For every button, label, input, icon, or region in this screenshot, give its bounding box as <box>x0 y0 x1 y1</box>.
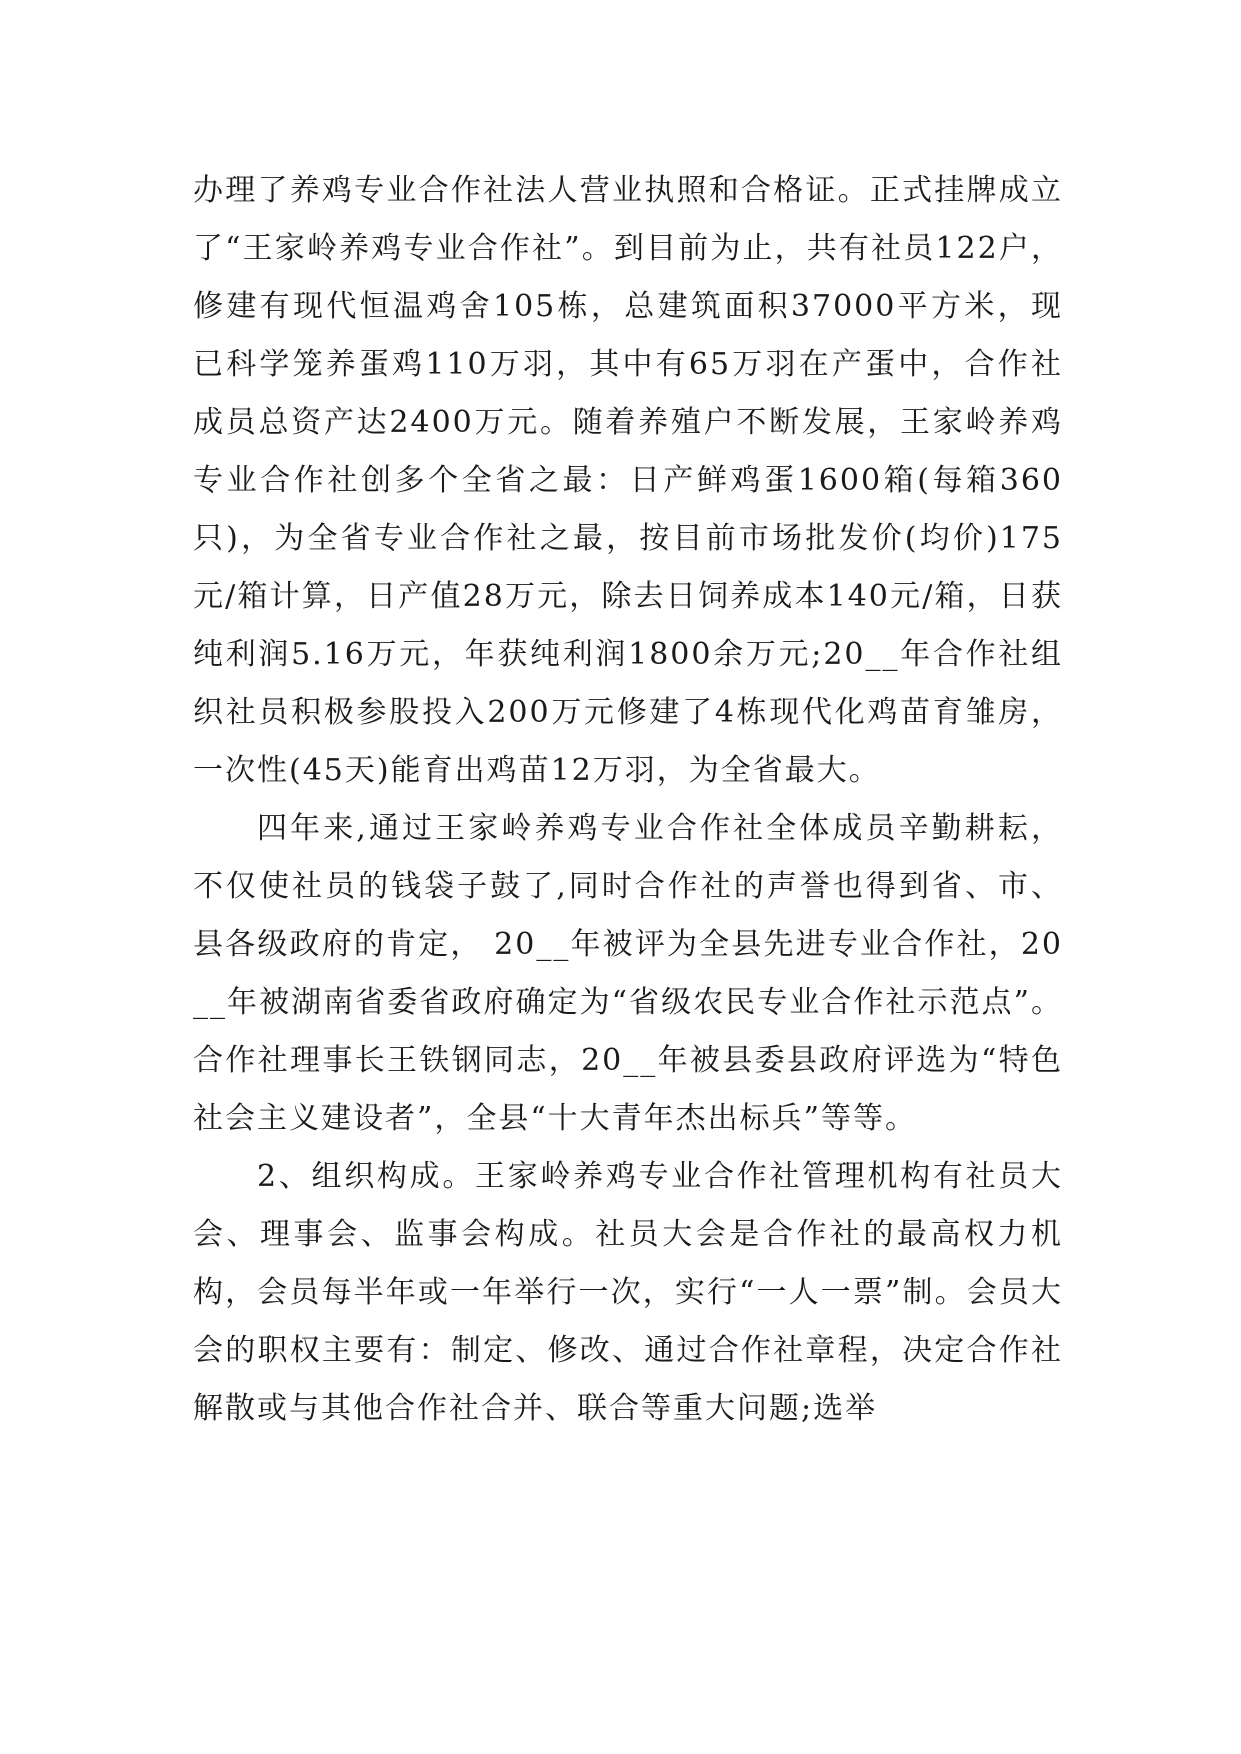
paragraph-organization-structure: 2、组织构成。王家岭养鸡专业合作社管理机构有社员大会、理事会、监事会构成。社员大会是合作社的最高权力机构，会员每半年或一年举行一次，实行“一人一票”制。会员大会的职权主要有：制定、修改、通过合作社章程，决定合作社解散或与其他合作社合并、联合等重大问题;选举 <box>193 1159 1063 1426</box>
paragraph-honors: 四年来,通过王家岭养鸡专业合作社全体成员辛勤耕耘，不仅使社员的钱袋子鼓了,同时合作社的声誉也得到省、市、县各级政府的肯定， 20__年被评为全县先进专业合作社，20__年被湖南省委省政府确定为“省级农民专业合作社示范点”。合作社理事长王铁钢同志，20__年被县委县政府评选为“特色社会主义建设者”，全县“十大青年杰出标兵”等等。 <box>193 811 1063 1136</box>
document-body <box>193 162 1063 1438</box>
paragraph-cooperative-establishment: 办理了养鸡专业合作社法人营业执照和合格证。正式挂牌成立了“王家岭养鸡专业合作社”。到目前为止，共有社员122户，修建有现代恒温鸡舍105栋，总建筑面积37000平方米，现已科学笼养蛋鸡110万羽，其中有65万羽在产蛋中，合作社成员总资产达2400万元。随着养殖户不断发展，王家岭养鸡专业合作社创多个全省之最：日产鲜鸡蛋1600箱(每箱360只)，为全省专业合作社之最，按目前市场批发价(均价)175元/箱计算，日产值28万元，除去日饲养成本140元/箱，日获纯利润5.16万元，年获纯利润1800余万元;20__年合作社组织社员积极参股投入200万元修建了4栋现代化鸡苗育雏房，一次性(45天)能育出鸡苗12万羽，为全省最大。 <box>193 173 1063 788</box>
